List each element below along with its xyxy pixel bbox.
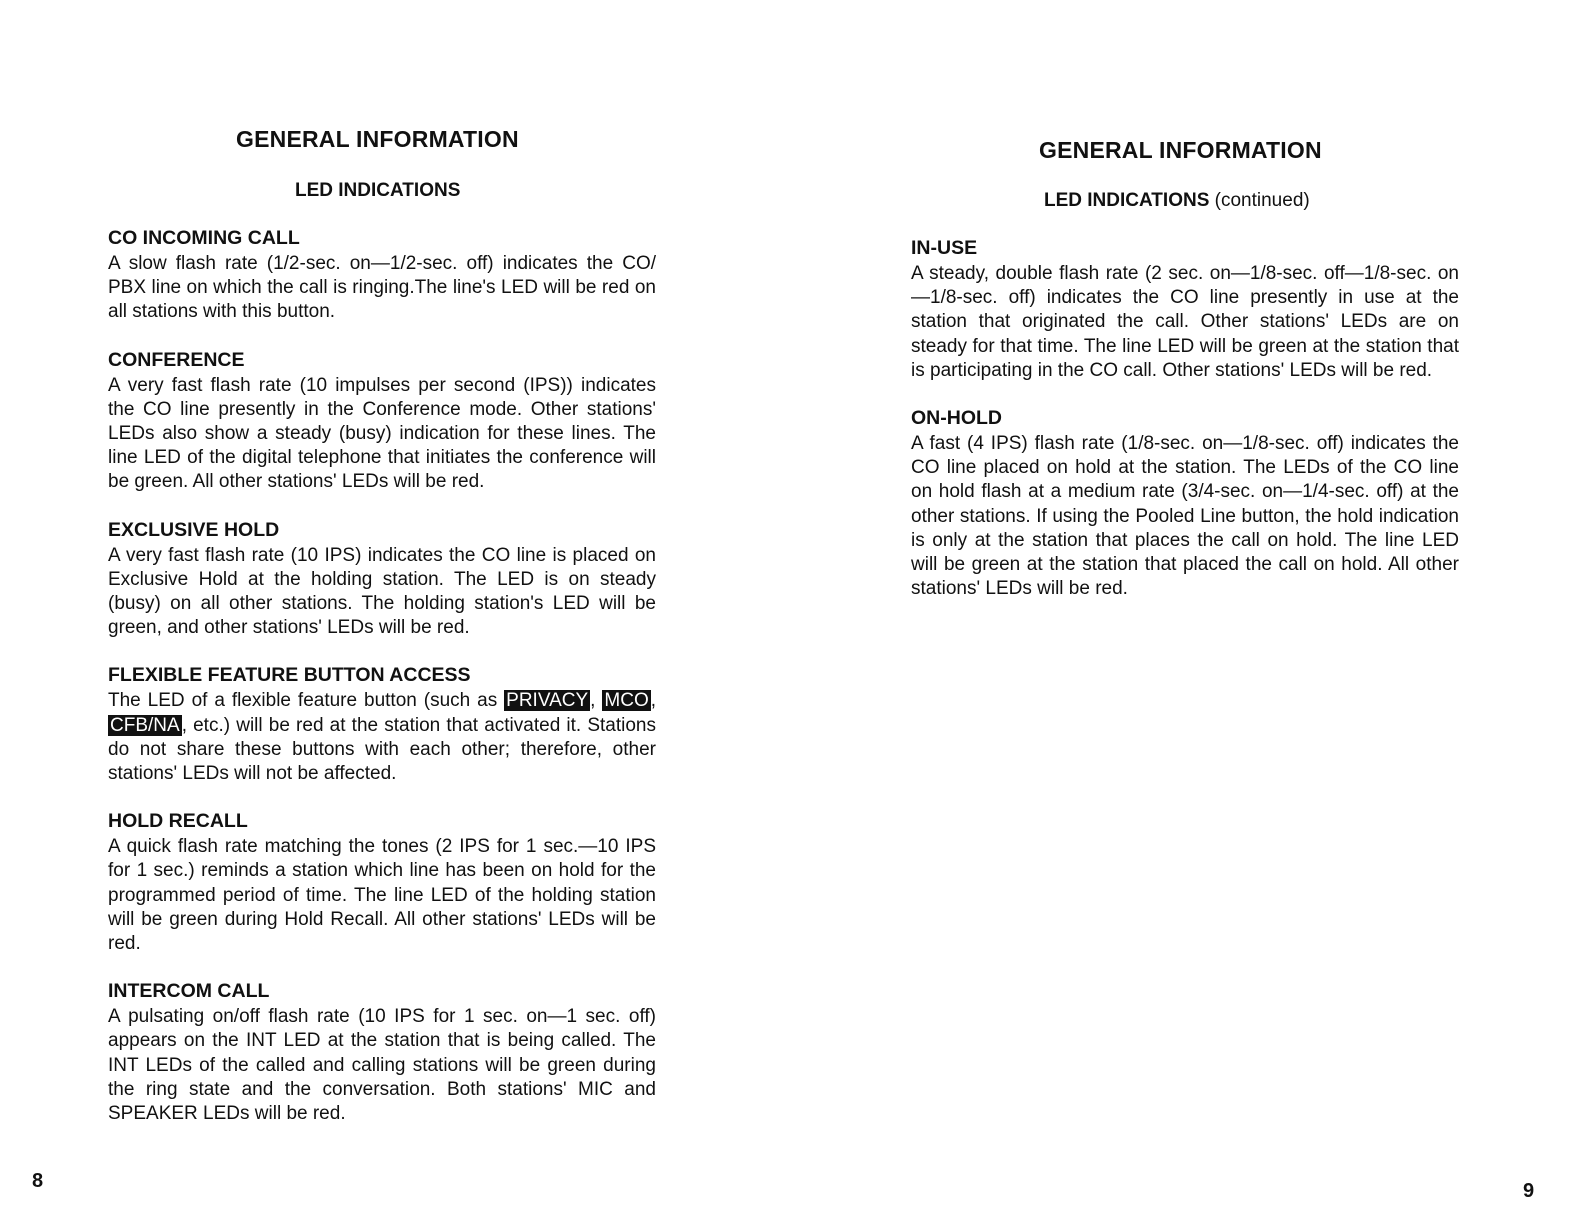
right-column bbox=[911, 236, 1459, 624]
mco-button-label: MCO bbox=[604, 690, 649, 712]
intercom-call-text: A pulsating on/off flash rate (10 IPS for 1 sec. on—1 sec. off) appears on the INT LED at the station that is being called. The INT LEDs of the called and calling stations will be green during the ring state and the conversation. Both stations' MIC and SPEAKER LEDs will be red. bbox=[108, 1006, 656, 1125]
co-incoming-call-section bbox=[108, 226, 656, 325]
flexible-feature-section bbox=[108, 663, 656, 786]
on-hold-section bbox=[911, 406, 1459, 601]
left-column bbox=[108, 226, 656, 1149]
left-page-number: 8 bbox=[32, 1170, 44, 1192]
right-page-subtitle bbox=[1044, 190, 1310, 212]
left-page bbox=[0, 0, 780, 1215]
cfb-na-button-label: CFB/NA bbox=[110, 714, 180, 736]
exclusive-hold-text: A very fast flash rate (10 IPS) indicates the CO line is placed on Exclusive Hold at the holding station. The LED is on steady (busy) on all other stations. The holding station's LED will be green, and other stations' LEDs will be red. bbox=[108, 544, 656, 639]
intercom-call-section bbox=[108, 979, 656, 1126]
intercom-call-heading: INTERCOM CALL bbox=[108, 980, 270, 1003]
in-use-heading: IN-USE bbox=[911, 237, 978, 259]
hold-recall-text: A quick flash rate matching the tones (2 IPS for 1 sec.—10 IPS for 1 sec.) reminds a station which line has been on hold for the programmed period of time. The line LED of the holding station will be green during Hold Recall. All other stations' LEDs will be red. bbox=[108, 836, 656, 955]
on-hold-text: A fast (4 IPS) flash rate (1/8-sec. on—1/8-sec. off) indicates the CO line placed on hold at the station. The LEDs of the CO line on hold flash at a medium rate (3/4-sec. on—1/4-sec. off) at the other stations. If using the Pooled Line button, the hold indication is only at the station that places the call on hold. The line LED will be green at the station that placed the call on hold. All other stations' LEDs will be red. bbox=[911, 433, 1459, 600]
co-incoming-call-text: A slow flash rate (1/2-sec. on—1/2-sec. off) indicates the CO/ PBX line on which the call is ringing.The line's LED will be red on all stations with this button. bbox=[108, 253, 656, 323]
in-use-section bbox=[911, 236, 1459, 383]
flexible-feature-text-end: , etc.) will be red at the station that activated it. Stations do not share these buttons with each other; therefore, other stations' LEDs will not be affected. bbox=[108, 714, 656, 785]
exclusive-hold-heading: EXCLUSIVE HOLD bbox=[108, 518, 280, 541]
right-page-number: 9 bbox=[1523, 1180, 1535, 1202]
separator-2: , bbox=[650, 690, 656, 712]
separator-1: , bbox=[590, 690, 603, 712]
right-page-subtitle-main: LED INDICATIONS bbox=[1044, 190, 1210, 211]
flexible-feature-heading: FLEXIBLE FEATURE BUTTON ACCESS bbox=[108, 664, 471, 687]
hold-recall-heading: HOLD RECALL bbox=[108, 810, 248, 833]
on-hold-heading: ON-HOLD bbox=[911, 407, 1002, 430]
right-page-title: GENERAL INFORMATION bbox=[1039, 137, 1322, 163]
flexible-feature-text-start: The LED of a flexible feature button (such as bbox=[108, 690, 505, 712]
left-page-subtitle: LED INDICATIONS bbox=[295, 180, 461, 201]
hold-recall-section bbox=[108, 809, 656, 956]
right-page-subtitle-continued: (continued) bbox=[1209, 190, 1310, 211]
flexible-feature-text bbox=[108, 689, 656, 786]
left-page-title: GENERAL INFORMATION bbox=[236, 126, 519, 152]
in-use-text: A steady, double flash rate (2 sec. on—1/8-sec. off—1/8-sec. on—1/8-sec. off) indicates the CO line presently in use at the station that originated the call. Other stations' LEDs are on steady for that time. The line LED will be green at the station that is participating in the CO call. Other stations' LEDs will be red. bbox=[911, 263, 1459, 381]
conference-text: A very fast flash rate (10 impulses per second (IPS)) indicates the CO line presently in the Conference mode. Other stations' LEDs also show a steady (busy) indication for these lines. The line LED of the digital telephone that initiates the conference will be green. All other stations' LEDs will be red. bbox=[108, 374, 656, 493]
conference-heading: CONFERENCE bbox=[108, 348, 245, 371]
exclusive-hold-section bbox=[108, 518, 656, 641]
right-page bbox=[790, 0, 1583, 1215]
conference-section bbox=[108, 348, 656, 495]
privacy-button-label: PRIVACY bbox=[506, 690, 589, 712]
co-incoming-call-heading: CO INCOMING CALL bbox=[108, 227, 300, 249]
